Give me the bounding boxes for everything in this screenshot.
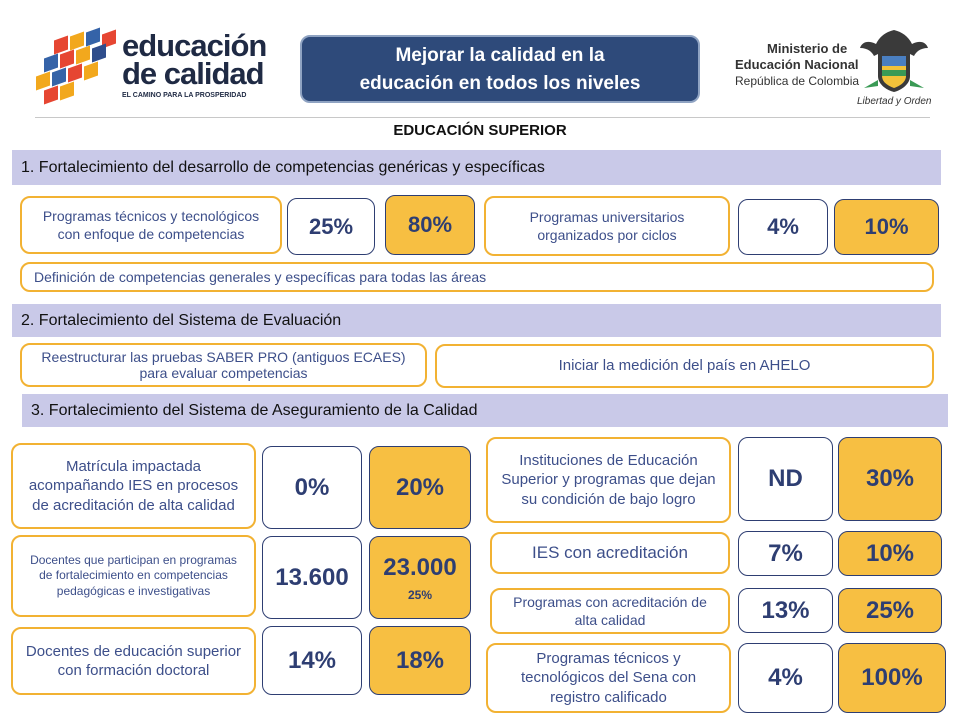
header-divider	[35, 117, 930, 118]
s3-right-item3-current	[738, 588, 833, 633]
s3-right-item2-label: IES con acreditación	[490, 532, 730, 574]
s3-left-item3-current-value: 14%	[287, 646, 337, 674]
s3-left-item2-current-value: 13.600	[275, 563, 349, 591]
section-title: EDUCACIÓN SUPERIOR	[393, 122, 567, 139]
logo-line2: de calidad	[122, 56, 264, 91]
s3-right-item4-target-value: 100%	[861, 664, 923, 691]
s3-right-item3-current-value: 13%	[761, 596, 810, 624]
s3-left-item1-target	[369, 446, 471, 529]
s3-left-item1-target-value: 20%	[395, 473, 445, 501]
motto: Libertad y Orden	[857, 96, 932, 107]
cube-mosaic-icon	[34, 34, 120, 100]
s1-item2-target-value: 10%	[864, 214, 909, 239]
section1-heading: 1. Fortalecimiento del desarrollo de competencias genéricas y específicas	[12, 150, 941, 185]
s3-left-item3-current	[262, 626, 362, 695]
main-title-box	[300, 35, 700, 103]
s3-right-item1-current-value: ND	[768, 465, 803, 492]
s3-right-item2-current	[738, 531, 833, 576]
s1-item3-label: Definición de competencias generales y específicas para todas las áreas	[20, 262, 934, 292]
s3-left-item2-current	[262, 536, 362, 619]
logo-tagline: EL CAMINO PARA LA PROSPERIDAD	[122, 92, 247, 99]
s1-item1-current-value: 25%	[308, 213, 354, 239]
s3-right-item2-target-value: 10%	[865, 539, 915, 567]
s3-right-item4-label: Programas técnicos y tecnológicos del Sena con registro calificado	[486, 643, 731, 713]
s3-right-item4-current	[738, 643, 833, 713]
s3-left-item2-target-value: 23.000	[383, 553, 457, 581]
s3-right-item4-current-value: 4%	[768, 664, 803, 691]
s2-item1-label: Reestructurar las pruebas SABER PRO (antiguos ECAES) para evaluar competencias	[20, 343, 427, 387]
s1-item2-current-value: 4%	[767, 214, 799, 239]
s1-item2-label: Programas universitarios organizados por ciclos	[484, 196, 730, 256]
s3-left-item2-target	[369, 536, 471, 619]
coat-of-arms-icon	[858, 26, 930, 96]
s3-right-item1-target-value: 30%	[865, 465, 915, 492]
s3-left-item2-target-sub: 25%	[407, 587, 433, 602]
ministry-line2: Educación Nacional	[735, 57, 859, 72]
s3-left-item3-target-value: 18%	[395, 646, 445, 674]
s3-left-item1-current	[262, 446, 362, 529]
s3-left-item1-current-value: 0%	[294, 473, 330, 501]
ministry-logo	[730, 26, 955, 112]
s2-item2-label: Iniciar la medición del país en AHELO	[435, 344, 934, 388]
ministry-line1: Ministerio de	[767, 41, 848, 56]
s3-right-item3-target-value: 25%	[865, 596, 915, 624]
s1-item1-target-value: 80%	[407, 212, 453, 237]
s1-item1-label: Programas técnicos y tecnológicos con enfoque de competencias	[20, 196, 282, 254]
section3-heading: 3. Fortalecimiento del Sistema de Aseguramiento de la Calidad	[22, 394, 948, 427]
title-line2: educación en todos los niveles	[359, 73, 641, 94]
s3-right-item4-target	[838, 643, 946, 713]
s1-item1-current	[287, 198, 375, 255]
s3-left-item2-label: Docentes que participan en programas de fortalecimiento en competencias pedagógicas e investigativas	[11, 535, 256, 617]
logo-line1: educación	[122, 28, 267, 63]
ministry-line3: República de Colombia	[735, 74, 860, 88]
s3-right-item1-target	[838, 437, 942, 521]
s3-right-item3-label: Programas con acreditación de alta calidad	[490, 588, 730, 634]
title-line1: Mejorar la calidad en la	[395, 45, 605, 66]
educacion-de-calidad-logo	[30, 28, 270, 108]
s3-left-item1-label: Matrícula impactada acompañando IES en procesos de acreditación de alta calidad	[11, 443, 256, 529]
s3-right-item3-target	[838, 588, 942, 633]
s3-right-item2-target	[838, 531, 942, 576]
section2-heading: 2. Fortalecimiento del Sistema de Evaluación	[12, 304, 941, 337]
s3-left-item3-target	[369, 626, 471, 695]
s3-right-item1-label: Instituciones de Educación Superior y programas que dejan su condición de bajo logro	[486, 437, 731, 523]
s3-right-item1-current	[738, 437, 833, 521]
s1-item1-target	[385, 195, 475, 255]
s3-left-item3-label: Docentes de educación superior con formación doctoral	[11, 627, 256, 695]
s1-item2-current	[738, 199, 828, 255]
s3-right-item2-current-value: 7%	[768, 539, 803, 567]
s1-item2-target	[834, 199, 939, 255]
